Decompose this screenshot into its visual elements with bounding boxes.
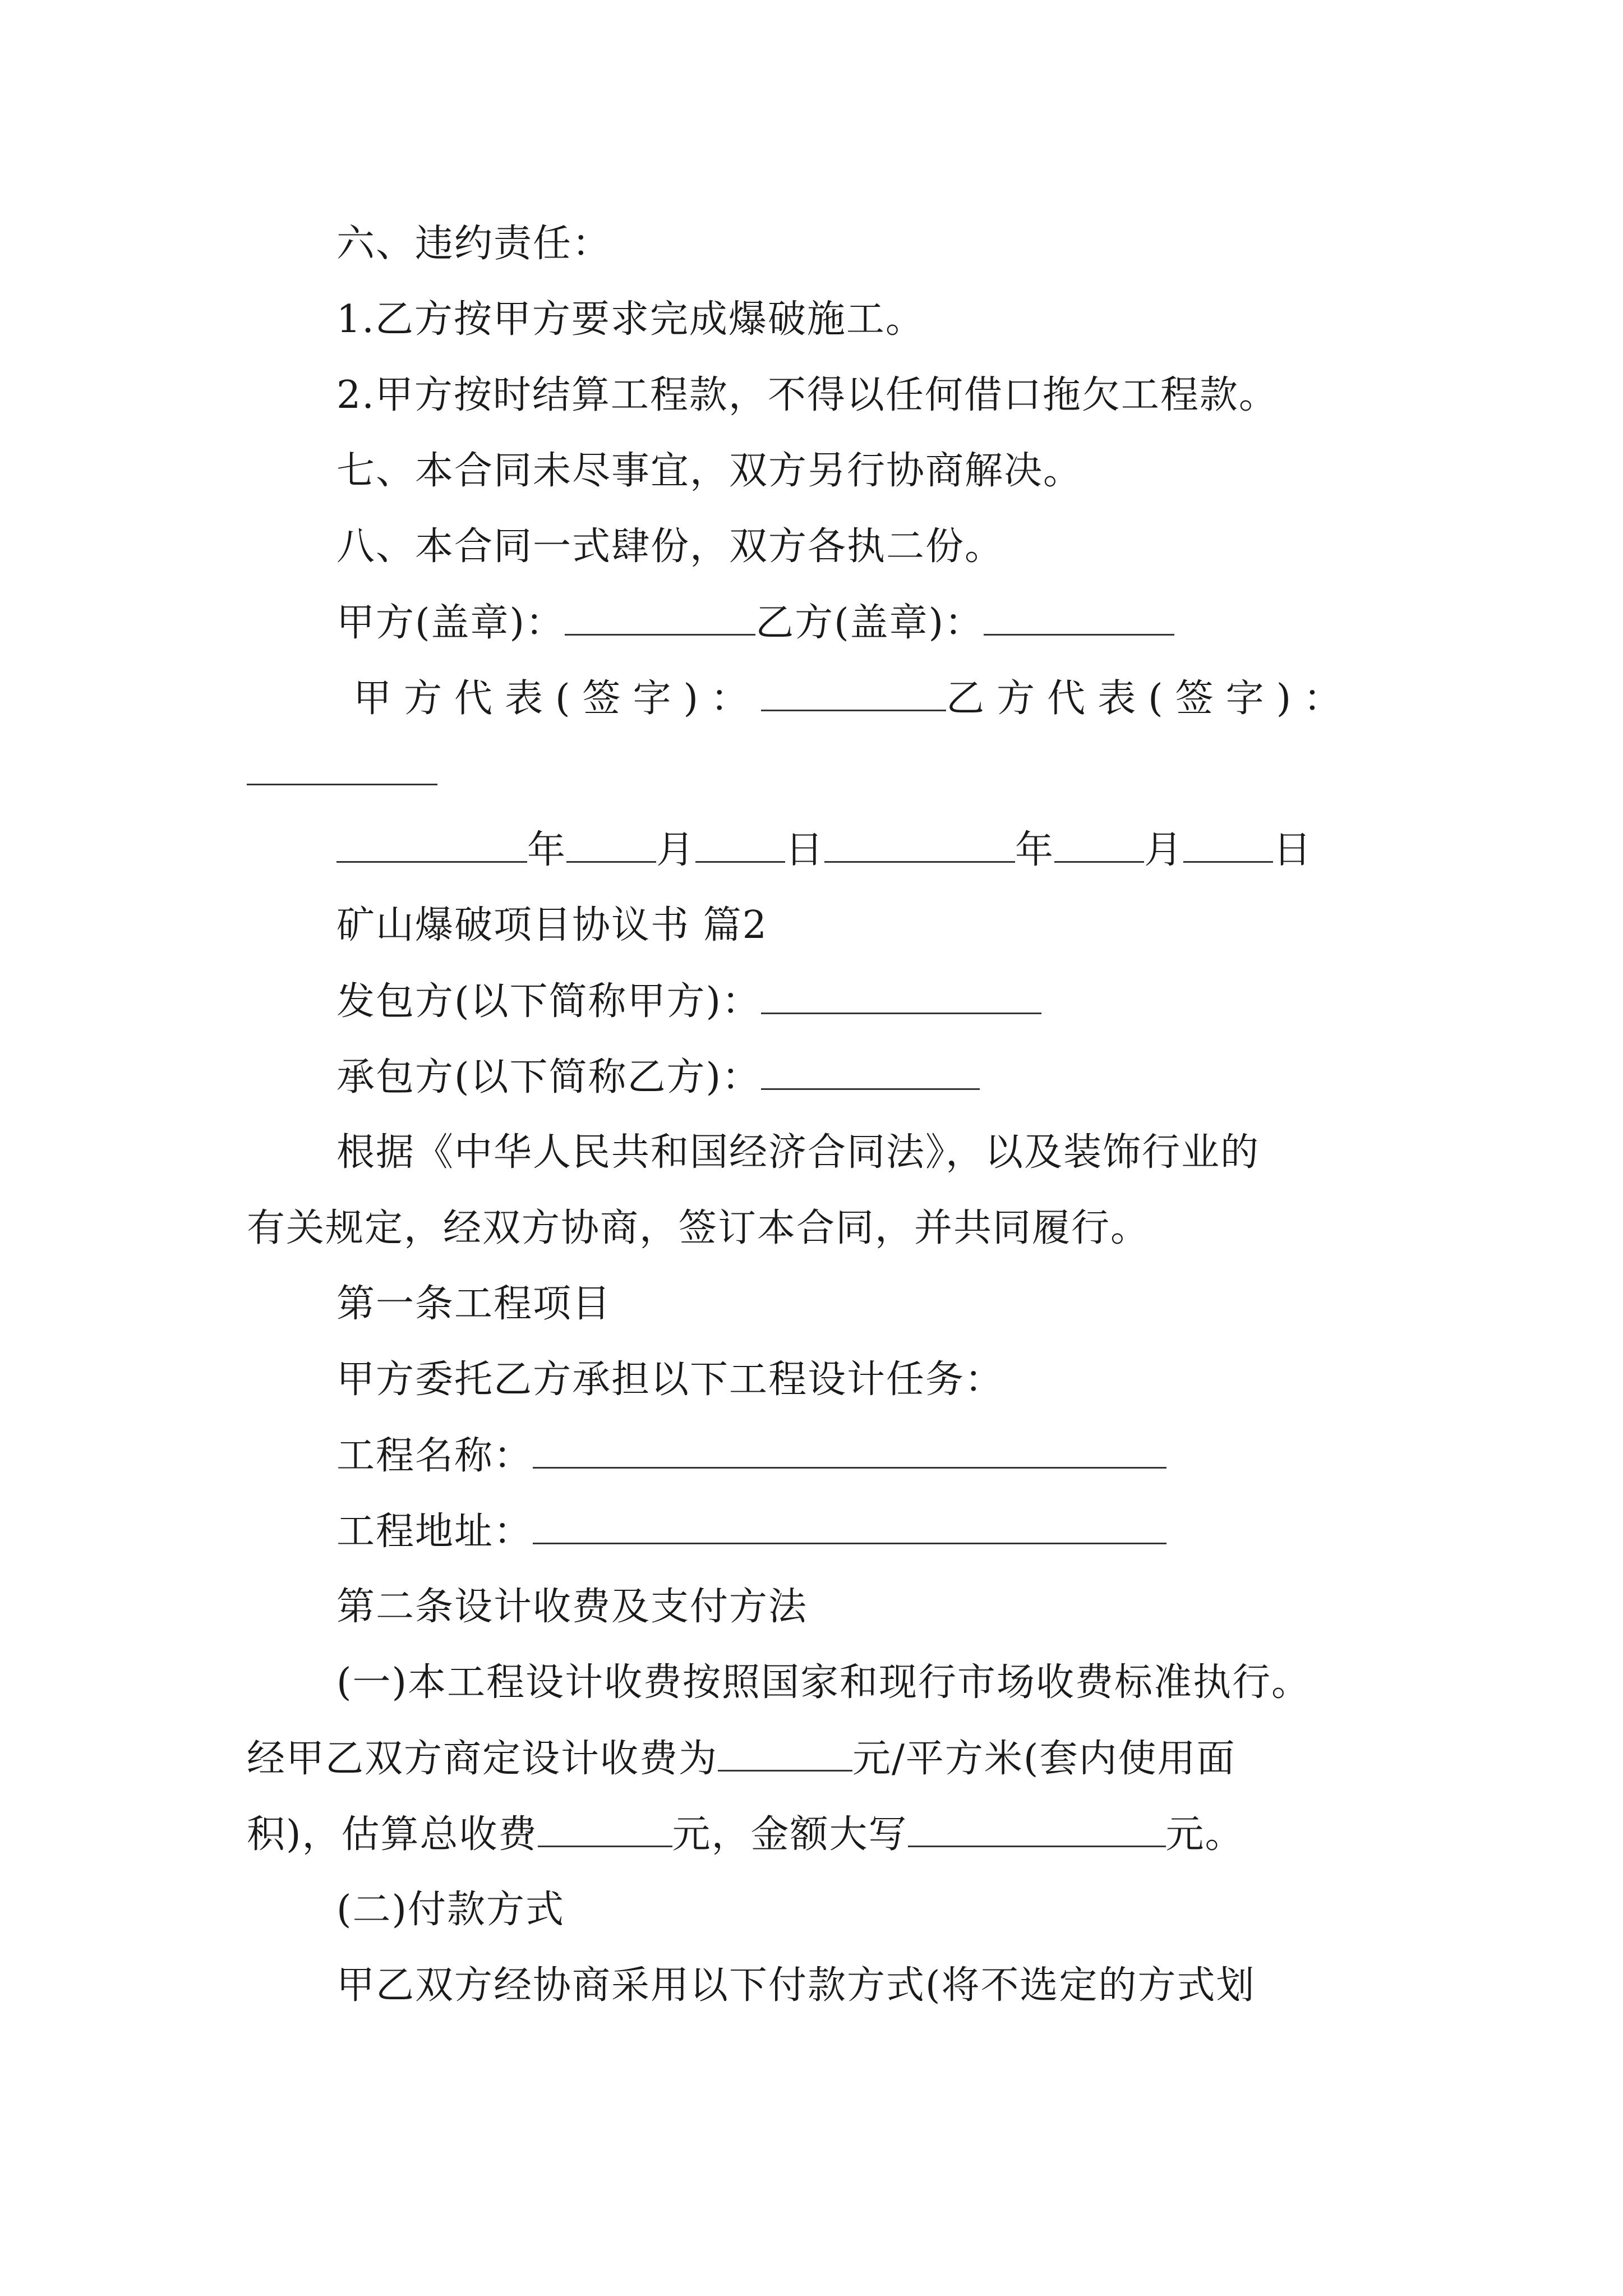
clause-6-1: 1.乙方按甲方要求完成爆破施工。: [336, 297, 925, 342]
yuan-text: 元。: [1165, 1812, 1244, 1857]
month-label: 月: [656, 828, 696, 872]
fee-clause-line-2: [247, 1736, 1235, 1782]
fee-clause-line-3: [247, 1812, 1244, 1857]
date-a-year-blank[interactable]: [336, 827, 527, 863]
fee-rate-blank[interactable]: [718, 1736, 852, 1772]
amount-words-text: 元，金额大写: [672, 1812, 908, 1857]
article-one-text: 甲方委托乙方承担以下工程设计任务：: [336, 1358, 1004, 1402]
party-b-rep-blank[interactable]: [247, 783, 437, 785]
second-agreement-title: 矿山爆破项目协议书 篇2: [336, 903, 768, 947]
employer-label: 发包方(以下简称甲方)：: [336, 979, 762, 1024]
party-b-seal-label: 乙方(盖章)：: [755, 601, 984, 645]
contractor-line: [336, 1055, 980, 1100]
employer-line: [336, 979, 1041, 1024]
year-label: 年: [1015, 828, 1055, 872]
date-b-year-blank[interactable]: [824, 827, 1015, 863]
total-fee-text: 积)，估算总收费: [247, 1812, 538, 1857]
section-seven: 七、本合同未尽事宜，双方另行协商解决。: [336, 449, 1083, 493]
party-a-rep-blank[interactable]: [761, 676, 946, 711]
fee-unit-text: 元/平方米(套内使用面: [852, 1737, 1236, 1781]
date-b-month-blank[interactable]: [1054, 827, 1144, 863]
signature-line: [353, 676, 1354, 721]
project-name-line: [336, 1433, 1166, 1479]
seal-line: [336, 600, 1174, 646]
contractor-blank[interactable]: [761, 1055, 980, 1090]
employer-blank[interactable]: [761, 979, 1041, 1014]
payment-method-text: 甲乙双方经协商采用以下付款方式(将不选定的方式划: [336, 1963, 1256, 2008]
party-a-seal-label: 甲方(盖章)：: [336, 601, 565, 645]
year-label: 年: [527, 828, 567, 872]
date-a-month-blank[interactable]: [566, 827, 656, 863]
project-name-label: 工程名称：: [336, 1434, 533, 1478]
day-label: 日: [785, 828, 825, 872]
amount-words-blank[interactable]: [908, 1812, 1166, 1847]
date-line: [336, 827, 1312, 873]
total-fee-blank[interactable]: [538, 1812, 672, 1847]
party-b-seal-blank[interactable]: [984, 600, 1174, 636]
clause-6-2: 2.甲方按时结算工程款，不得以任何借口拖欠工程款。: [336, 373, 1278, 417]
party-a-rep-label: 甲方代表(签字)：: [353, 677, 762, 721]
date-b-day-blank[interactable]: [1183, 827, 1273, 863]
party-a-seal-blank[interactable]: [565, 600, 755, 636]
party-b-rep-label: 乙方代表(签字)：: [946, 677, 1354, 721]
project-address-line: [336, 1509, 1166, 1554]
project-name-blank[interactable]: [533, 1433, 1166, 1469]
article-one-heading: 第一条工程项目: [336, 1282, 612, 1326]
section-eight: 八、本合同一式肆份，双方各执二份。: [336, 524, 1004, 569]
preamble-line-1: 根据《中华人民共和国经济合同法》，以及装饰行业的: [336, 1130, 1260, 1175]
payment-method-heading: (二)付款方式: [336, 1888, 565, 1932]
project-address-blank[interactable]: [533, 1509, 1166, 1544]
article-two-heading: 第二条设计收费及支付方法: [336, 1585, 808, 1629]
fee-clause-line-1: (一)本工程设计收费按照国家和现行市场收费标准执行。: [336, 1660, 1311, 1705]
day-label: 日: [1273, 828, 1313, 872]
project-address-label: 工程地址：: [336, 1510, 533, 1554]
section-six-heading: 六、违约责任：: [336, 222, 612, 266]
fee-text: 经甲乙双方商定设计收费为: [247, 1737, 718, 1781]
date-a-day-blank[interactable]: [695, 827, 785, 863]
contractor-label: 承包方(以下简称乙方)：: [336, 1055, 762, 1099]
month-label: 月: [1144, 828, 1184, 872]
preamble-line-2: 有关规定，经双方协商，签订本合同，并共同履行。: [247, 1206, 1150, 1250]
